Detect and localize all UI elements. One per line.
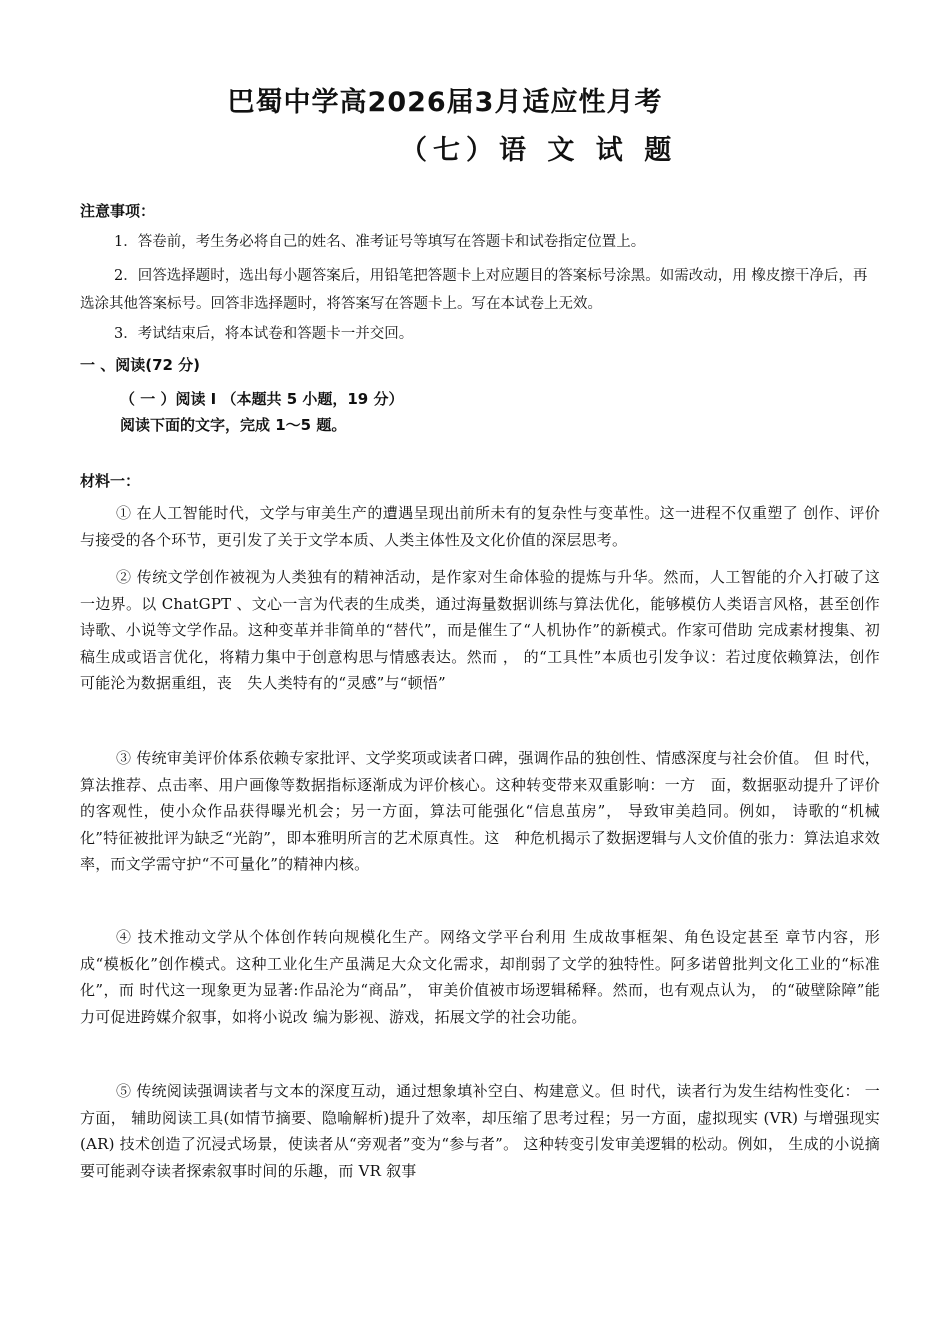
exam-subtitle: （七）语 文 试 题 xyxy=(400,135,678,166)
notice-heading: 注意事项： xyxy=(80,202,156,220)
material-label: 材料一： xyxy=(80,472,141,490)
paragraph-4: ④ 技术推动文学从个体创作转向规模化生产。网络文学平台利用 生成故事框架、角色设定甚至 章节内容，形成“模板化”创作模式。这种工业化生产虽满足大众文化需求，却削弱了文学的独特性。阿多诺曾批判文化工业的“标准化”，而 时代这一现象更为显著:作品沦为“商品”， 审美价值被市场逻辑稀释。然而，也有观点认为， 的“破壁除障”能力可促进跨媒介叙事，如将小说改 编为影视、游戏，拓展文学的社会功能。 xyxy=(80,928,880,1026)
notice-item-3: 3．考试结束后，将本试卷和答题卡一并交回。 xyxy=(114,326,414,342)
paragraph-2: ② 传统文学创作被视为人类独有的精神活动，是作家对生命体验的提炼与升华。然而，人工智能的介入打破了这一边界。以 ChatGPT 、文心一言为代表的生成类，通过海量数据训练与算法优化，能够模仿人类语言风格，甚至创作诗歌、小说等文学作品。这种变革并非简单的“替代”，而是催生了“人机协作”的新模式。作家可借助 完成素材搜集、初稿生成或语言优化，将精力集中于创意构思与情感表达。然而 ， 的“工具性”本质也引发争议：若过度依赖算法，创作可能沦为数据重组，丧 失人类特有的“灵感”与“顿悟” xyxy=(80,568,880,692)
notice-item-1: 1．答卷前，考生务必将自己的姓名、准考证号等填写在答题卡和试卷指定位置上。 xyxy=(114,234,646,250)
paragraph-5: ⑤ 传统阅读强调读者与文本的深度互动，通过想象填补空白、构建意义。但 时代，读者行为发生结构性变化： 一方面， 辅助阅读工具(如情节摘要、隐喻解析)提升了效率，却压缩了思考过程；另一方面，虚拟现实 (VR) 与增强现实 (AR) 技术创造了沉浸式场景，使读者从“旁观者”变为“参与者”。 这种转变引发审美逻辑的松动。例如， 生成的小说摘要可能剥夺读者探索叙事时间的乐趣，而 VR 叙事 xyxy=(80,1082,880,1180)
exam-title: 巴蜀中学高2026届3月适应性月考 xyxy=(227,87,663,118)
reading-intro: （ 一 ）阅读 I （本题共 5 小题，19 分）阅读下面的文字，完成 1～5 题。 xyxy=(120,390,396,434)
paragraph-1: ① 在人工智能时代，文学与审美生产的遭遇呈现出前所未有的复杂性与变革性。这一进程不仅重塑了 创作、评价与接受的各个环节，更引发了关于文学本质、人类主体性及文化价值的深层思考。 xyxy=(80,504,880,549)
paragraph-3: ③ 传统审美评价体系依赖专家批评、文学奖项或读者口碑，强调作品的独创性、情感深度与社会价值。 但 时代，算法推荐、点击率、用户画像等数据指标逐渐成为评价核心。这种转变带来双重影响：一方 面，数据驱动提升了评价的客观性，使小众作品获得曝光机会；另一方面，算法可能强化“信息茧房”， 导致审美趋同。例如， 诗歌的“机械化”特征被批评为缺乏“光韵”，即本雅明所言的艺术原真性。这 种危机揭示了数据逻辑与人文价值的张力：算法追求效率，而文学需守护“不可量化”的精神内核。 xyxy=(80,749,880,873)
section-heading: 一 、阅读(72 分) xyxy=(80,356,201,374)
notice-item-2: 2．回答选择题时，选出每小题答案后，用铅笔把答题卡上对应题目的答案标号涂黑。如需改动，用 橡皮擦干净后，再选涂其他答案标号。回答非选择题时，将答案写在答题卡上。写在本试卷上无效。 xyxy=(80,268,868,312)
